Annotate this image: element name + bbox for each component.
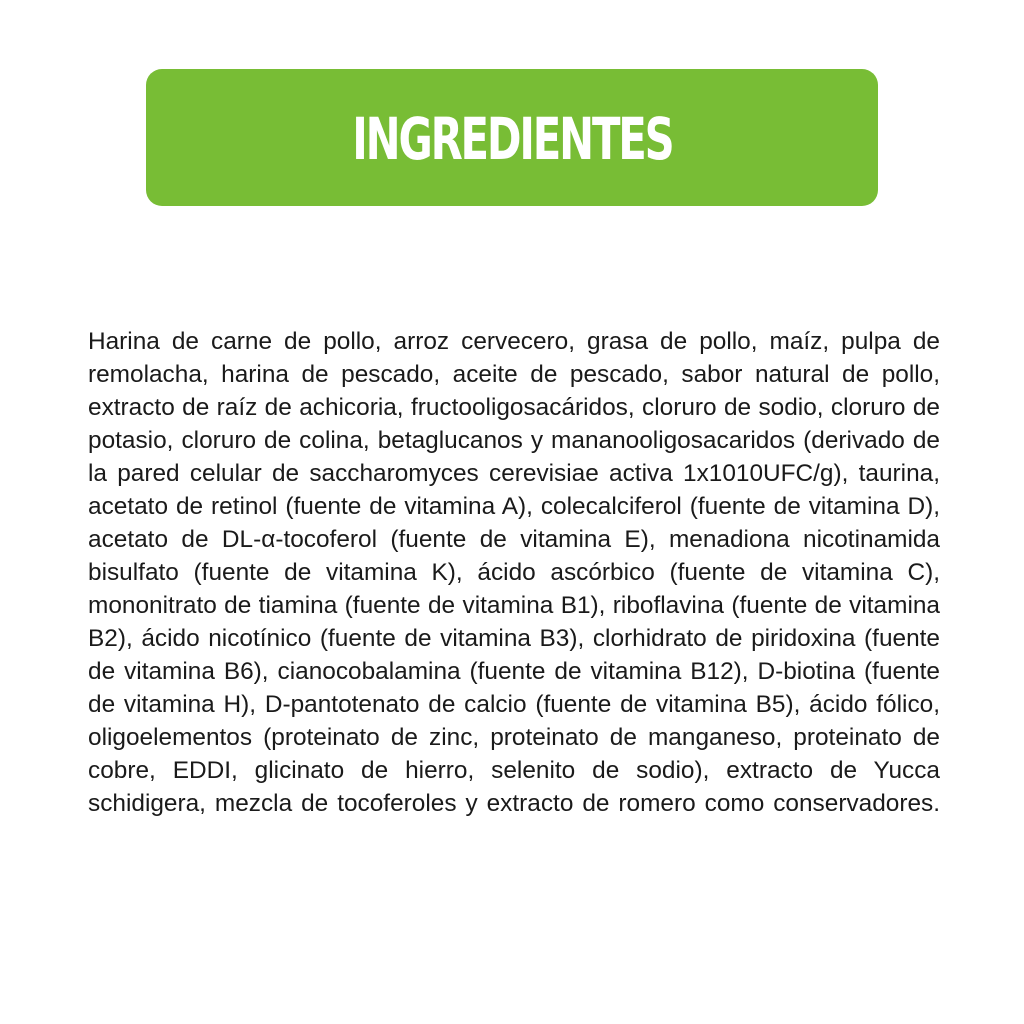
title-banner [146,69,878,206]
ingredients-paragraph: Harina de carne de pollo, arroz cervecero, grasa de pollo, maíz, pulpa de remolacha, harina de pescado, aceite de pescado, sabor natural de pollo, extracto de raíz de achicoria, fructooligosacáridos, cloruro de sodio, cloruro de potasio, cloruro de colina, betaglucanos y mananooligosacaridos (derivado de la pared celular de saccharomyces cerevisiae activa 1x1010UFC/g), taurina, acetato de retinol (fuente de vitamina A), colecalciferol (fuente de vitamina D), acetato de DL-α-tocoferol (fuente de vitamina E), menadiona nicotinamida bisulfato (fuente de vitamina K), ácido ascórbico (fuente de vitamina C), mononitrato de tiamina (fuente de vitamina B1), riboflavina (fuente de vitamina B2), ácido nicotínico (fuente de vitamina B3), clorhidrato de piridoxina (fuente de vitamina B6), cianocobalamina (fuente de vitamina B12), D-biotina (fuente de vitamina H), D-pantotenato de calcio (fuente de vitamina B5), ácido fólico, oligoelementos (proteinato de zinc, proteinato de manganeso, proteinato de cobre, EDDI, glicinato de hierro, selenito de sodio), extracto de Yucca schidigera, mezcla de tocoferoles y extracto de romero como conservadores. [88,328,940,817]
page-title: INGREDIENTES [351,104,673,173]
